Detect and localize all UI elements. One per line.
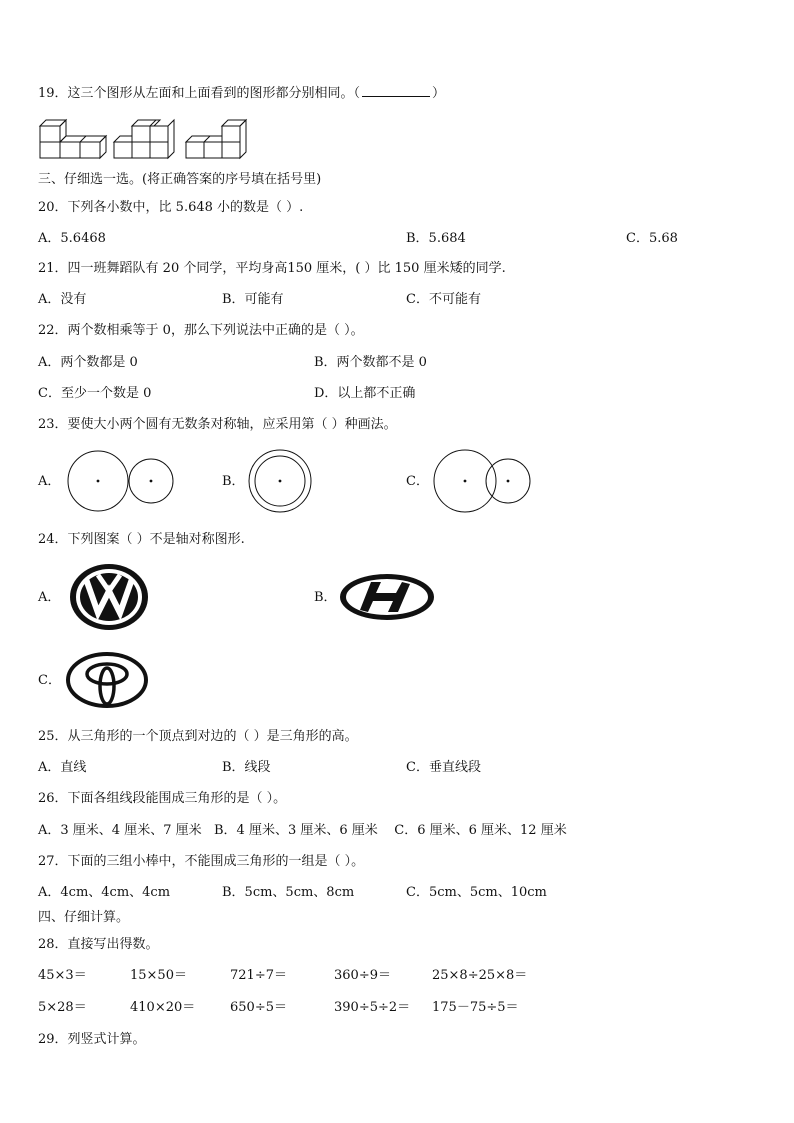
calc-item: 650÷5＝: [230, 1000, 287, 1015]
question-27: 27．下面的三组小棒中，不能围成三角形的一组是（ ）。: [38, 854, 365, 869]
q24-option-b[interactable]: B．: [314, 590, 337, 605]
cube-figure-2: [114, 120, 174, 158]
q27-option-a[interactable]: A．4cm、4cm、4cm: [38, 885, 171, 900]
q21-option-a[interactable]: A．没有: [38, 292, 87, 307]
calc-item: 5×28＝: [38, 1000, 87, 1015]
cube-figures: [36, 112, 256, 162]
q27-option-b[interactable]: B．5cm、5cm、8cm: [222, 885, 355, 900]
q26-options[interactable]: A．3 厘米、4 厘米、7 厘米 B．4 厘米、3 厘米、6 厘米 C．6 厘米、6 厘米、12 厘米: [38, 823, 567, 838]
question-19: 19．这三个图形从左面和上面看到的图形都分别相同。（ ）: [38, 86, 446, 101]
q22-option-a[interactable]: A．两个数都是 0: [38, 355, 138, 370]
q23-option-b[interactable]: B．: [222, 474, 245, 489]
question-21: 21．四一班舞蹈队有 20 个同学，平均身高150 厘米，( ）比 150 厘米矮的同学.: [38, 261, 506, 276]
toyota-logo-icon: [66, 652, 150, 708]
q23-circles-b: [248, 449, 314, 515]
calc-item: 175－75÷5＝: [432, 1000, 519, 1015]
question-28: 28．直接写出得数。: [38, 937, 159, 952]
q22-option-b[interactable]: B．两个数都不是 0: [314, 355, 427, 370]
section-4-heading: 四、仔细计算。: [38, 910, 130, 925]
section-3-heading: 三、仔细选一选。(将正确答案的序号填在括号里): [38, 172, 322, 187]
question-22: 22．两个数相乘等于 0，那么下列说法中正确的是（ ）。: [38, 323, 364, 338]
q23-option-a[interactable]: A．: [38, 474, 61, 489]
calc-item: 721÷7＝: [230, 968, 287, 983]
question-24: 24．下列图案（ ）不是轴对称图形.: [38, 532, 245, 547]
q22-option-c[interactable]: C．至少一个数是 0: [38, 386, 152, 401]
question-20: 20．下列各小数中，比 5.648 小的数是（ ）.: [38, 200, 304, 215]
q25-option-c[interactable]: C．垂直线段: [406, 760, 481, 775]
q23-option-c[interactable]: C．: [406, 474, 429, 489]
q24-option-a[interactable]: A．: [38, 590, 61, 605]
q23-circles-a: [64, 450, 179, 514]
calc-item: 360÷9＝: [334, 968, 391, 983]
q21-option-b[interactable]: B．可能有: [222, 292, 284, 307]
calc-item: 410×20＝: [130, 1000, 196, 1015]
q20-option-a[interactable]: A．5.6468: [38, 231, 106, 246]
q23-circles-c: [432, 449, 534, 515]
q24-option-c[interactable]: C．: [38, 673, 61, 688]
q27-option-c[interactable]: C．5cm、5cm、10cm: [406, 885, 547, 900]
q21-option-c[interactable]: C．不可能有: [406, 292, 481, 307]
answer-blank[interactable]: [362, 84, 430, 97]
vw-logo-icon: [68, 563, 152, 633]
cube-figure-3: [186, 120, 246, 158]
q25-option-b[interactable]: B．线段: [222, 760, 271, 775]
calc-item: 25×8÷25×8＝: [432, 968, 528, 983]
hyundai-logo-icon: [338, 572, 436, 622]
calc-item: 390÷5÷2＝: [334, 1000, 411, 1015]
q22-option-d[interactable]: D．以上都不正确: [314, 386, 416, 401]
calc-item: 15×50＝: [130, 968, 187, 983]
question-23: 23．要使大小两个圆有无数条对称轴，应采用第（ ）种画法。: [38, 417, 397, 432]
q20-option-b[interactable]: B．5.684: [406, 231, 466, 246]
calc-item: 45×3＝: [38, 968, 87, 983]
cube-figure-1: [40, 120, 106, 158]
question-25: 25．从三角形的一个顶点到对边的（ ）是三角形的高。: [38, 729, 358, 744]
question-26: 26．下面各组线段能围成三角形的是（ ）。: [38, 791, 287, 806]
q25-option-a[interactable]: A．直线: [38, 760, 87, 775]
q20-option-c[interactable]: C．5.68: [626, 231, 678, 246]
question-29: 29．列竖式计算。: [38, 1032, 146, 1047]
